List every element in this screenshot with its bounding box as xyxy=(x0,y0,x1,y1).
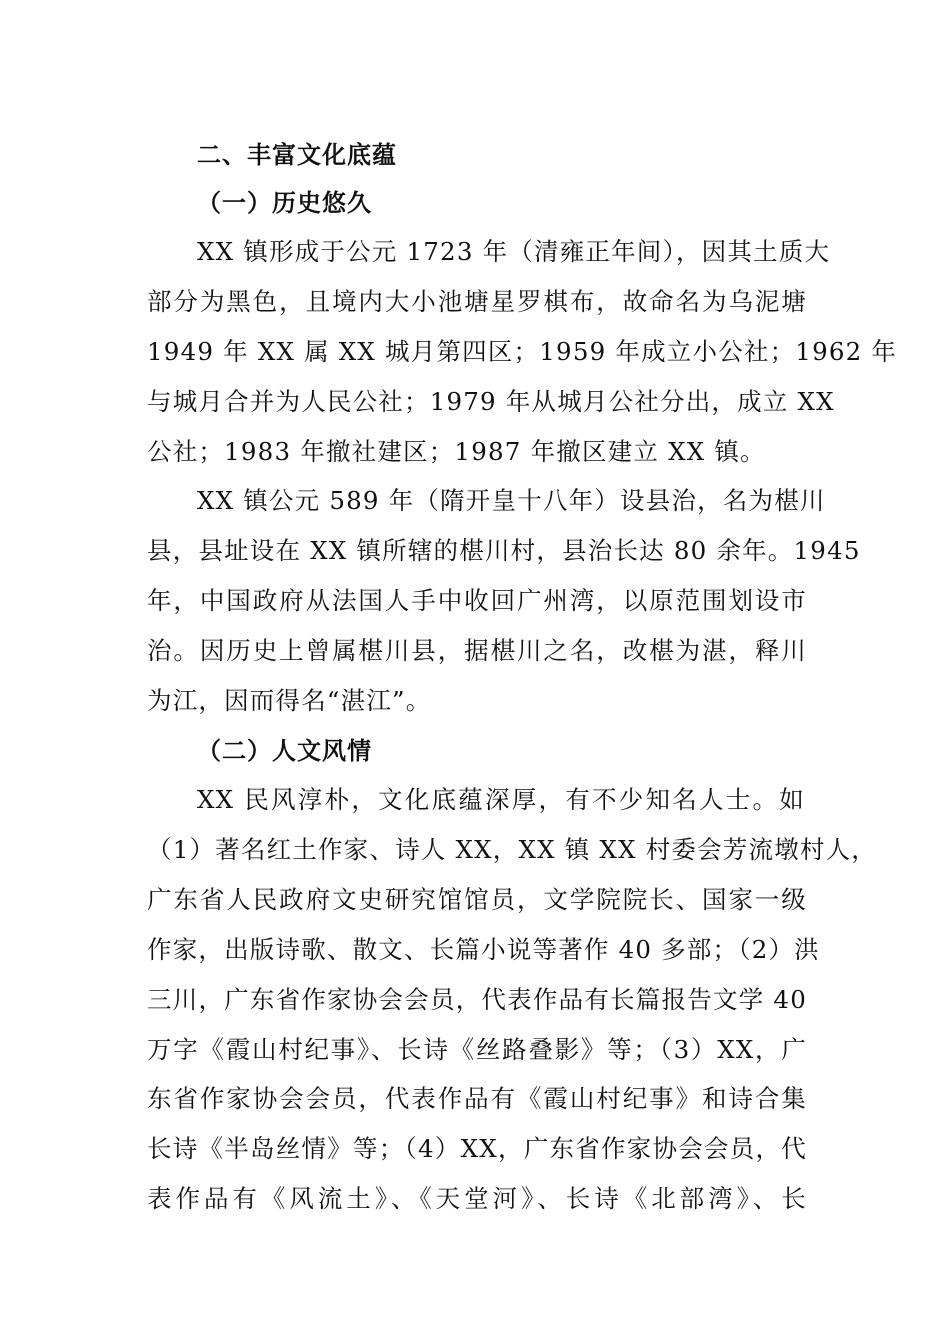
subsection-heading-culture: （二）人文风情 xyxy=(197,737,372,765)
paragraph-line: 部分为黑色，且境内大小池塘星罗棋布，故命名为乌泥塘 xyxy=(147,287,807,316)
paragraph-line: 作家，出版诗歌、散文、长篇小说等著作 40 多部；（2）洪 xyxy=(147,935,820,964)
paragraph-line: 长诗《半岛丝情》等；（4）XX，广东省作家协会会员，代 xyxy=(147,1134,807,1163)
paragraph-line: 治。因历史上曾属椹川县，据椹川之名，改椹为湛，释川 xyxy=(147,636,807,665)
paragraph-line: 年，中国政府从法国人手中收回广州湾，以原范围划设市 xyxy=(147,586,807,615)
paragraph-line: XX 民风淳朴，文化底蕴深厚，有不少知名人士。如 xyxy=(197,785,805,814)
section-title: 二、丰富文化底蕴 xyxy=(197,141,397,169)
paragraph-line: 与城月合并为人民公社；1979 年从城月公社分出，成立 XX xyxy=(147,387,835,416)
paragraph-line: 县，县址设在 XX 镇所辖的椹川村，县治长达 80 余年。1945 xyxy=(147,536,861,565)
paragraph-line: XX 镇形成于公元 1723 年（清雍正年间），因其土质大 xyxy=(197,237,831,266)
paragraph-line: 1949 年 XX 属 XX 城月第四区；1959 年成立小公社；1962 年 xyxy=(147,337,898,366)
paragraph-line: 广东省人民政府文史研究馆馆员，文学院院长、国家一级 xyxy=(147,885,807,914)
paragraph-line: 表作品有《风流土》、《天堂河》、长诗《北部湾》、长 xyxy=(147,1184,807,1213)
paragraph-line: （1）著名红土作家、诗人 XX，XX 镇 XX 村委会芳流墩村人， xyxy=(147,835,877,864)
paragraph-line: XX 镇公元 589 年（隋开皇十八年）设县治，名为椹川 xyxy=(197,486,826,515)
paragraph-line: 东省作家协会会员，代表作品有《霞山村纪事》和诗合集 xyxy=(147,1084,807,1113)
subsection-heading-history: （一）历史悠久 xyxy=(197,189,372,217)
paragraph-line: 为江，因而得名“湛江”。 xyxy=(147,686,432,715)
paragraph-line: 公社；1983 年撤社建区；1987 年撤区建立 XX 镇。 xyxy=(147,437,766,466)
paragraph-line: 三川，广东省作家协会会员，代表作品有长篇报告文学 40 xyxy=(147,985,807,1014)
paragraph-line: 万字《霞山村纪事》、长诗《丝路叠影》等；（3）XX，广 xyxy=(147,1035,807,1064)
